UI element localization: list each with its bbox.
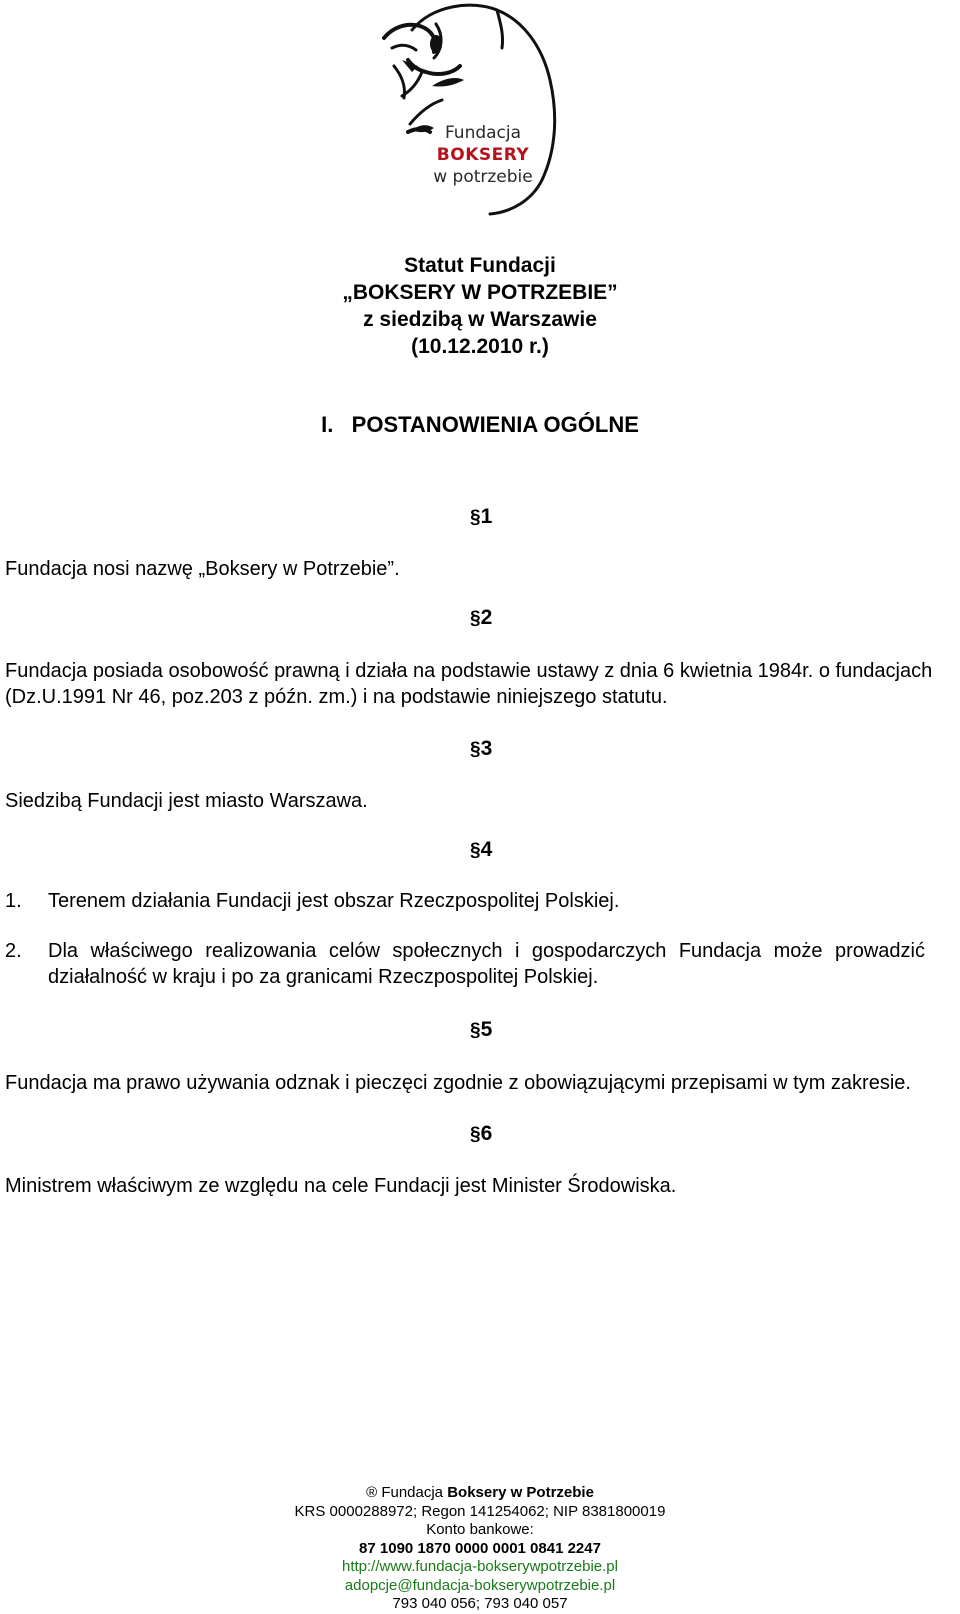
paragraph-3-heading	[470, 737, 492, 761]
paragraph-1-heading	[470, 505, 492, 529]
title-line-2: „BOKSERY W POTRZEBIE”	[342, 281, 618, 304]
paragraph-number: 5	[480, 1018, 493, 1041]
document-title	[0, 252, 960, 360]
footer-website-link[interactable]: http://www.fundacja-bokserywpotrzebie.pl	[342, 1558, 618, 1575]
footer-email-link[interactable]: adopcje@fundacja-bokserywpotrzebie.pl	[344, 1576, 616, 1594]
footer-organization	[0, 1484, 960, 1503]
paragraph-number: 6	[480, 1122, 493, 1145]
list-item-number: 1.	[5, 890, 22, 912]
paragraph-number: 4	[480, 838, 493, 861]
list-item-number: 2.	[5, 940, 22, 962]
logo-line-boksery: BOKSERY	[436, 145, 530, 165]
section-heading: I. POSTANOWIENIA OGÓLNE	[321, 412, 639, 437]
section-sign: §	[470, 739, 481, 760]
section-sign: §	[470, 1020, 481, 1041]
logo-line-w-potrzebie: w potrzebie	[433, 167, 533, 187]
paragraph-number: 3	[480, 737, 493, 760]
section-sign: §	[470, 840, 481, 861]
title-line-4: (10.12.2010 r.)	[411, 335, 549, 358]
paragraph-1-text: Fundacja nosi nazwę „Boksery w Potrzebie”.	[5, 558, 400, 580]
paragraph-5-text: Fundacja ma prawo używania odznak i pieczęci zgodnie z obowiązującymi przepisami w tym zakresie.	[5, 1072, 911, 1094]
footer-account-number: 87 1090 1870 0000 0001 0841 2247	[359, 1539, 601, 1557]
footer-registry-ids: KRS 0000288972; Regon 141254062; NIP 8381800019	[294, 1502, 666, 1520]
section-sign: §	[470, 507, 481, 528]
title-line-3: z siedzibą w Warszawie	[363, 308, 597, 331]
paragraph-6-heading	[470, 1122, 492, 1146]
paragraph-number: 2	[480, 606, 493, 629]
paragraph-3-text: Siedzibą Fundacji jest miasto Warszawa.	[5, 790, 368, 812]
paragraph-2-heading	[470, 606, 492, 630]
boxer-dog-illustration-icon	[372, 0, 572, 222]
foundation-logo	[372, 0, 572, 222]
paragraph-6-text: Ministrem właściwym ze względu na cele Fundacji jest Minister Środowiska.	[5, 1175, 677, 1197]
title-line-1: Statut Fundacji	[404, 254, 556, 277]
footer-account-label: Konto bankowe:	[426, 1521, 534, 1538]
paragraph-5-heading	[470, 1018, 492, 1042]
logo-line-fundacja: Fundacja	[444, 123, 522, 143]
list-item	[5, 888, 925, 914]
logo-wordmark	[428, 122, 538, 188]
section-sign: §	[470, 1124, 481, 1145]
footer-phones: 793 040 056; 793 040 057	[392, 1595, 568, 1612]
paragraph-2-text: Fundacja posiada osobowość prawną i działa na podstawie ustawy z dnia 6 kwietnia 1984r. o fundacjach (Dz.U.1991 Nr 46, poz.203 z późn. zm.) i na podstawie niniejszego statutu.	[5, 660, 933, 708]
page-footer	[0, 1484, 960, 1614]
list-item-text: Dla właściwego realizowania celów społecznych i gospodarczych Fundacja może prowadzić działalność w kraju i po za granicami Rzeczpospolitej Polskiej.	[48, 940, 925, 988]
registered-mark: ®	[366, 1484, 378, 1501]
footer-org-name: Boksery w Potrzebie	[447, 1484, 594, 1501]
list-item	[5, 938, 925, 990]
list-item-text: Terenem działania Fundacji jest obszar Rzeczpospolitej Polskiej.	[48, 890, 620, 912]
paragraph-number: 1	[480, 505, 493, 528]
section-sign: §	[470, 608, 481, 629]
footer-org-prefix: Fundacja	[381, 1484, 444, 1501]
paragraph-4-heading	[470, 838, 492, 862]
